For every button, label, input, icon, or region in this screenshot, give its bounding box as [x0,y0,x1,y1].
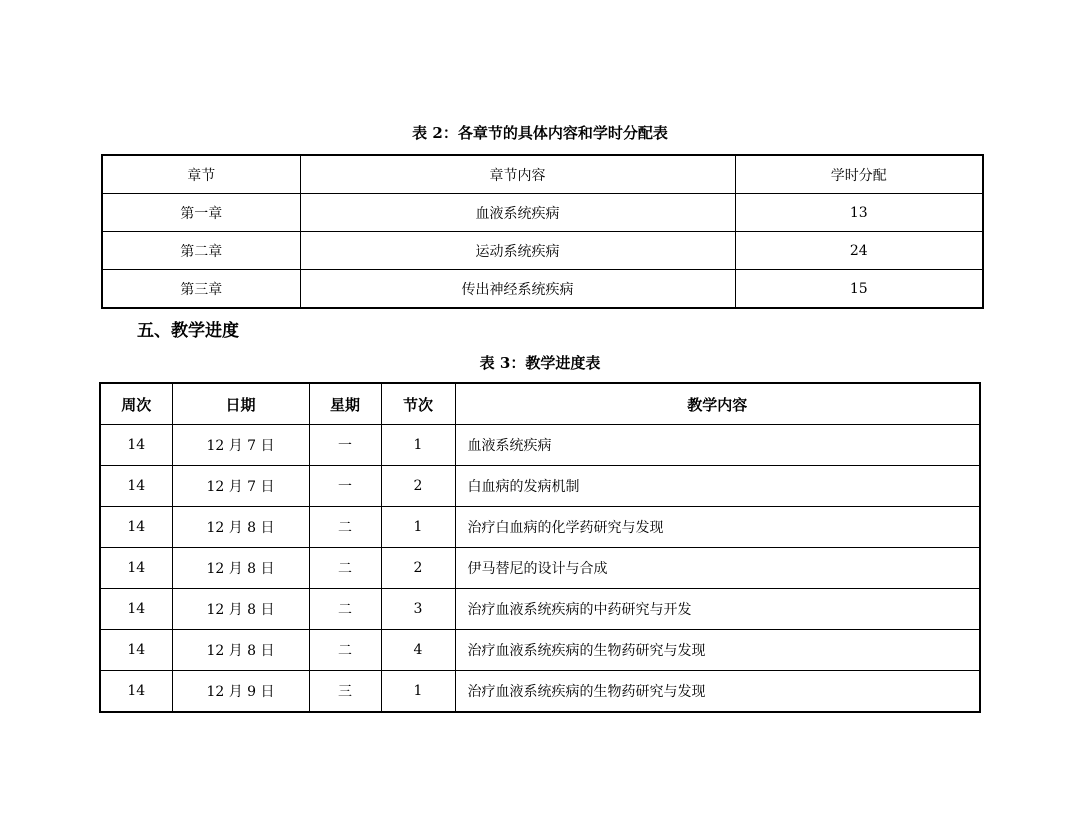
cell-week: 14 [100,630,172,671]
cell-session: 1 [381,671,455,713]
header-hours: 学时分配 [735,155,983,194]
cell-session: 2 [381,548,455,589]
cell-weekday: 二 [309,589,381,630]
table-header-row [100,383,980,425]
cell-week: 14 [100,466,172,507]
cell-session: 1 [381,507,455,548]
header-teaching-content: 教学内容 [455,383,980,425]
cell-date: 12 月 9 日 [172,671,309,713]
table-row [100,548,980,589]
header-week: 周次 [100,383,172,425]
cell-hours: 15 [735,270,983,309]
cell-teaching-content: 伊马替尼的设计与合成 [455,548,980,589]
cell-session: 2 [381,466,455,507]
cell-weekday: 一 [309,466,381,507]
cell-weekday: 三 [309,671,381,713]
cell-week: 14 [100,425,172,466]
teaching-schedule-table [99,382,981,713]
cell-teaching-content: 治疗血液系统疾病的生物药研究与发现 [455,630,980,671]
header-session: 节次 [381,383,455,425]
cell-content: 传出神经系统疾病 [300,270,735,309]
cell-week: 14 [100,507,172,548]
cell-weekday: 二 [309,548,381,589]
table-row [100,630,980,671]
table3-caption: 表 3：教学进度表 [479,354,601,372]
cell-date: 12 月 8 日 [172,548,309,589]
header-chapter: 章节 [102,155,300,194]
header-date: 日期 [172,383,309,425]
cell-date: 12 月 7 日 [172,425,309,466]
table-header-row [102,155,983,194]
cell-session: 3 [381,589,455,630]
section-heading: 五、教学进度 [137,321,239,341]
table-row [100,589,980,630]
cell-teaching-content: 血液系统疾病 [455,425,980,466]
cell-weekday: 一 [309,425,381,466]
table2-caption: 表 2：各章节的具体内容和学时分配表 [412,124,668,142]
cell-session: 1 [381,425,455,466]
cell-teaching-content: 治疗血液系统疾病的中药研究与开发 [455,589,980,630]
cell-hours: 24 [735,232,983,270]
cell-chapter: 第二章 [102,232,300,270]
cell-session: 4 [381,630,455,671]
cell-week: 14 [100,548,172,589]
header-chapter-content: 章节内容 [300,155,735,194]
table-row [102,194,983,232]
cell-weekday: 二 [309,630,381,671]
cell-date: 12 月 8 日 [172,630,309,671]
cell-week: 14 [100,589,172,630]
cell-date: 12 月 8 日 [172,507,309,548]
table-row [102,270,983,309]
table-row [100,466,980,507]
chapter-hours-table [101,154,984,309]
cell-chapter: 第一章 [102,194,300,232]
cell-teaching-content: 白血病的发病机制 [455,466,980,507]
table-row [100,425,980,466]
cell-date: 12 月 7 日 [172,466,309,507]
cell-content: 运动系统疾病 [300,232,735,270]
header-weekday: 星期 [309,383,381,425]
table-row [102,232,983,270]
cell-teaching-content: 治疗血液系统疾病的生物药研究与发现 [455,671,980,713]
cell-weekday: 二 [309,507,381,548]
table-row [100,507,980,548]
cell-hours: 13 [735,194,983,232]
cell-content: 血液系统疾病 [300,194,735,232]
cell-date: 12 月 8 日 [172,589,309,630]
table-row [100,671,980,713]
cell-teaching-content: 治疗白血病的化学药研究与发现 [455,507,980,548]
cell-chapter: 第三章 [102,270,300,309]
cell-week: 14 [100,671,172,713]
